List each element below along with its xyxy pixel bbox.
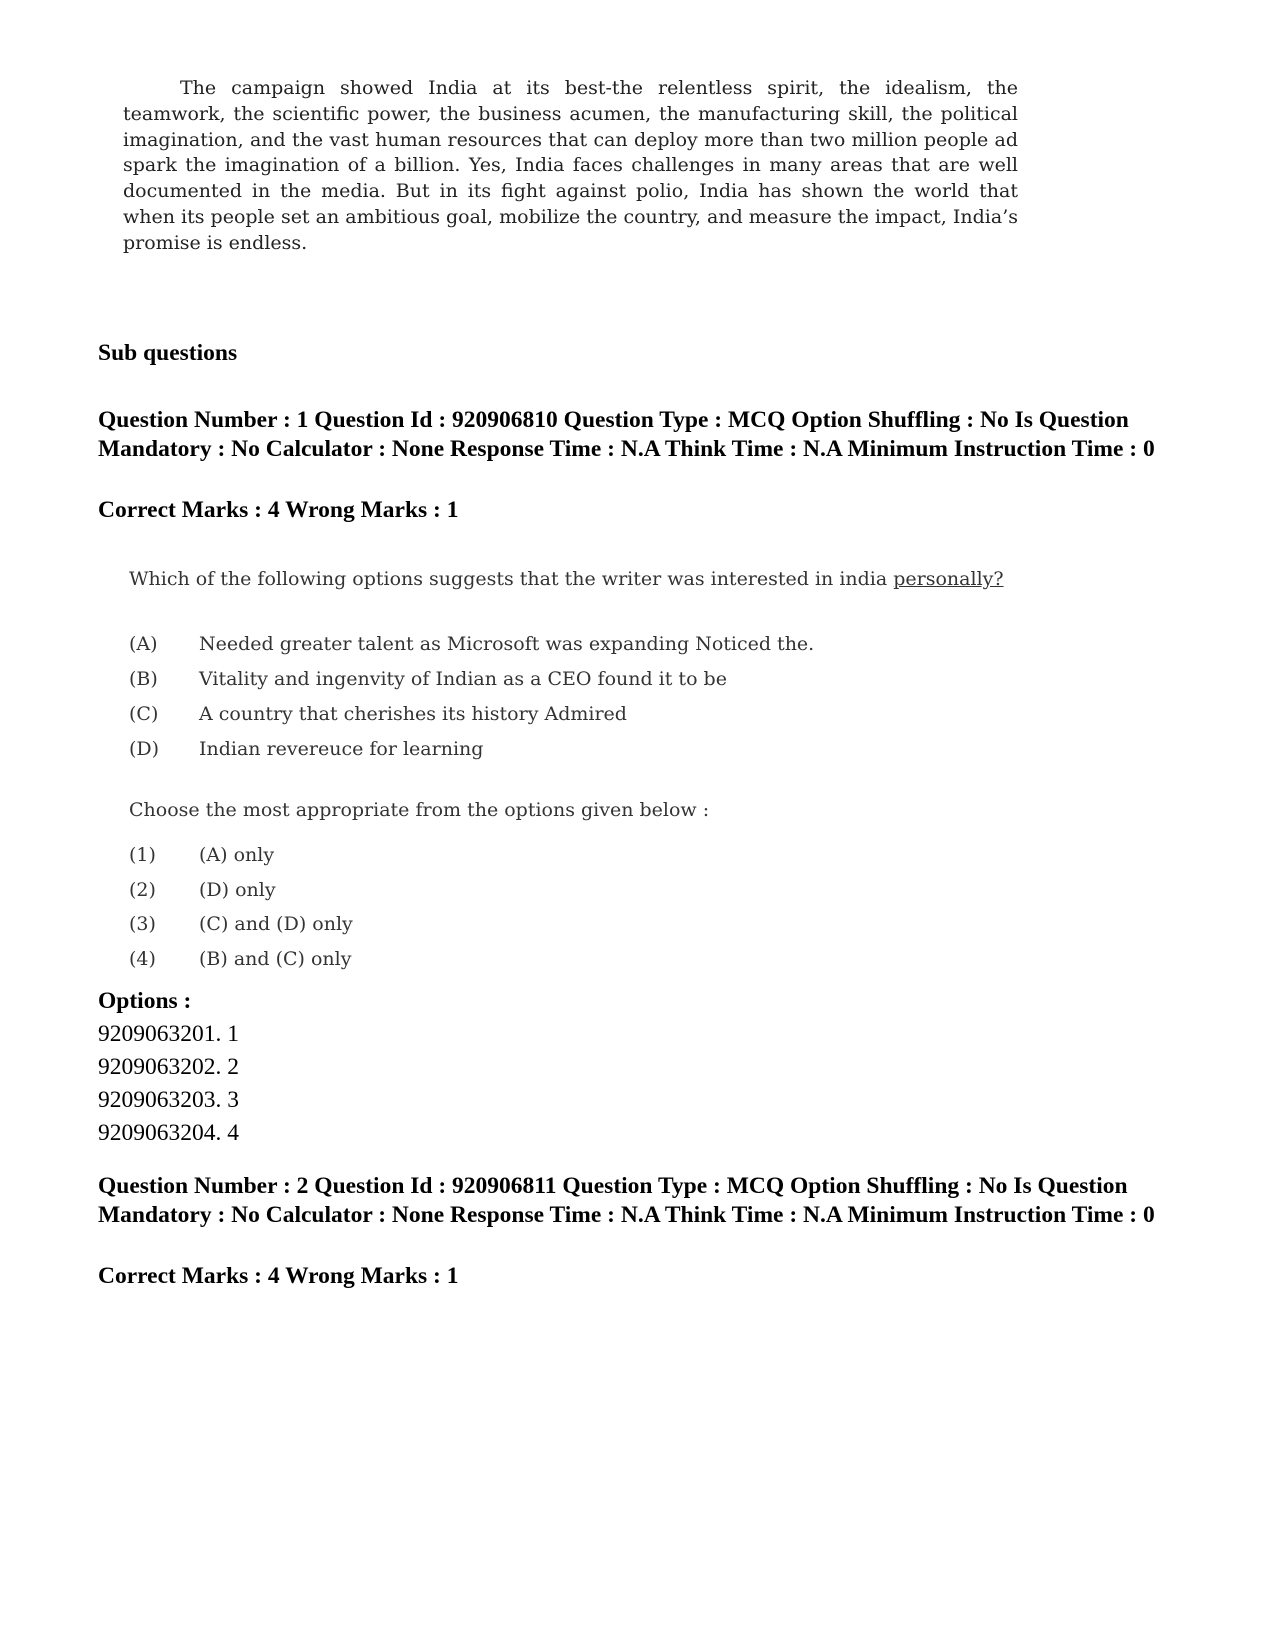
statement-label: (A)	[129, 633, 158, 655]
choice-text: (B) and (C) only	[199, 948, 352, 970]
question-1-stem-underlined: personally?	[893, 568, 1004, 590]
question-2-marks: Correct Marks : 4 Wrong Marks : 1	[98, 1263, 459, 1289]
question-1-marks: Correct Marks : 4 Wrong Marks : 1	[98, 497, 459, 523]
option-item: 9209063202. 2	[98, 1054, 239, 1080]
statement-text: Needed greater talent as Microsoft was expanding Noticed the.	[199, 633, 815, 655]
statement-text: Vitality and ingenvity of Indian as a CEO found it to be	[199, 668, 727, 690]
statement-b	[129, 666, 727, 692]
options-heading: Options :	[98, 988, 192, 1014]
statement-label: (D)	[129, 738, 160, 760]
choice-text: (D) only	[199, 879, 276, 901]
choice-label: (1)	[129, 844, 156, 866]
statement-label: (B)	[129, 668, 158, 690]
statement-text: A country that cherishes its history Admired	[199, 703, 627, 725]
choose-instruction: Choose the most appropriate from the options given below :	[129, 799, 710, 821]
option-item: 9209063203. 3	[98, 1087, 239, 1113]
choice-label: (4)	[129, 948, 156, 970]
statement-d	[129, 736, 483, 762]
choice-1	[129, 842, 274, 868]
statement-a	[129, 631, 814, 657]
question-1-stem	[129, 566, 1019, 592]
statement-text: Indian revereuce for learning	[199, 738, 484, 760]
choice-text: (A) only	[199, 844, 275, 866]
option-item: 9209063201. 1	[98, 1021, 239, 1047]
option-item: 9209063204. 4	[98, 1120, 239, 1146]
choice-3	[129, 911, 353, 937]
question-1-stem-text: Which of the following options suggests that the writer was interested in india	[129, 568, 894, 590]
passage-text: The campaign showed India at its best-the relentless spirit, the idealism, the teamwork, the scientific power, the business acumen, the manufacturing skill, the political imagination, and the vast human resources that can deploy more than two million people ad spark the imagination of a billion. Yes, India faces challenges in many areas that are well documented in the media. But in its fight against polio, India has shown the world that when its people set an ambitious goal, mobilize the country, and measure the impact, India’s promise is endless.	[123, 77, 1018, 254]
question-1-meta: Question Number : 1 Question Id : 920906810 Question Type : MCQ Option Shuffling : No Is Question Mandatory : No Calculator : None Response Time : N.A Think Time : N.A Minimum Instruction Time : 0	[98, 407, 1155, 462]
sub-questions-heading: Sub questions	[98, 340, 238, 366]
choice-text: (C) and (D) only	[199, 913, 353, 935]
choice-4	[129, 946, 351, 972]
statement-label: (C)	[129, 703, 159, 725]
question-2-meta: Question Number : 2 Question Id : 920906811 Question Type : MCQ Option Shuffling : No Is Question Mandatory : No Calculator : None Response Time : N.A Think Time : N.A Minimum Instruction Time : 0	[98, 1173, 1155, 1228]
choice-label: (3)	[129, 913, 156, 935]
statement-c	[129, 701, 627, 727]
choice-label: (2)	[129, 879, 156, 901]
choice-2	[129, 877, 276, 903]
